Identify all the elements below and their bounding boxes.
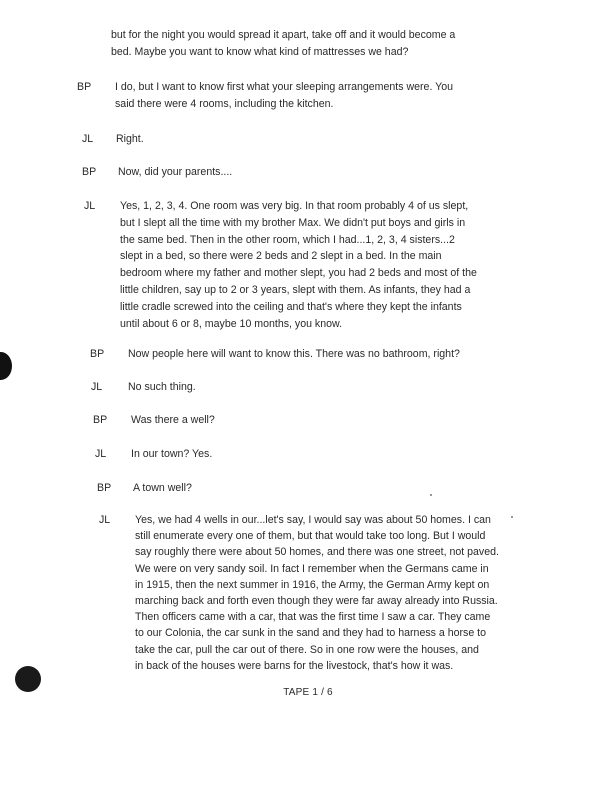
turn-paragraph (131, 446, 212, 463)
speaker-label: BP (77, 81, 92, 93)
text-line: A town well? (133, 482, 192, 494)
text-line: but I slept all the time with my brother Max. We didn't put boys and girls in (120, 216, 466, 229)
speaker-label: JL (84, 200, 96, 212)
text-line: Right. (116, 133, 144, 145)
speaker-label: JL (95, 448, 107, 460)
text-line: until about 6 or 8, maybe 10 months, you know. (120, 317, 343, 330)
speaker-label: BP (82, 166, 97, 178)
scan-speck (430, 494, 432, 496)
text-line: little cradle screwed into the ceiling and that's where they kept the infants (120, 300, 462, 313)
text-line: slept in a bed, so there were 2 beds and 2 slept in a bed. In the main (120, 250, 442, 263)
text-line: marching back and forth even though they were far away already into Russia. (135, 595, 498, 608)
text-line: the same bed. Then in the other room, which I had...1, 2, 3, 4 sisters...2 (120, 233, 455, 246)
turn-paragraph (133, 480, 192, 497)
text-line: to our Colonia, the car sunk in the sand and they had to harness a horse to (135, 627, 486, 640)
turn-paragraph (115, 79, 453, 112)
text-line: Was there a well? (131, 414, 215, 426)
turn-paragraph (131, 412, 215, 429)
text-line: take the car, pull the car out of there. So in one row were the houses, and (135, 643, 479, 656)
intro-paragraph (111, 27, 455, 60)
text-line: in 1915, then the next summer in 1916, the Army, the German Army kept on (135, 578, 490, 591)
speaker-label: JL (99, 514, 111, 526)
page-footer-label: TAPE 1 / 6 (283, 687, 333, 698)
text-line: said there were 4 rooms, including the kitchen. (115, 97, 334, 110)
text-line: I do, but I want to know first what your sleeping arrangements were. You (115, 81, 454, 93)
text-line: In our town? Yes. (131, 448, 213, 460)
speaker-label: BP (97, 482, 112, 494)
text-line: Yes, we had 4 wells in our...let's say, I would say was about 50 homes. I can (135, 514, 491, 526)
speaker-label: JL (91, 381, 103, 393)
scan-speck (511, 516, 513, 518)
turn-paragraph (116, 131, 144, 148)
turn-paragraph (128, 379, 196, 396)
speaker-label: BP (93, 414, 108, 426)
turn-paragraph (120, 198, 477, 332)
text-line: Yes, 1, 2, 3, 4. One room was very big. In that room probably 4 of us slept, (120, 200, 469, 212)
turn-paragraph (135, 512, 499, 674)
text-line: in back of the houses were barns for the livestock, that's how it was. (135, 659, 454, 672)
speaker-label: BP (90, 348, 105, 360)
text-line: say roughly there were about 50 homes, and there was one street, not paved. (135, 546, 499, 559)
text-line: We were on very sandy soil. In fact I remember when the Germans came in (135, 562, 489, 575)
text-line: but for the night you would spread it apart, take off and it would become a (111, 29, 456, 41)
punch-hole-mark (0, 352, 12, 380)
text-line: bedroom where my father and mother slept, you had 2 beds and most of the (120, 267, 477, 280)
turn-paragraph (128, 346, 460, 363)
text-line: Now, did your parents.... (118, 166, 233, 178)
text-line: still enumerate every one of them, but that would take too long. But I would (135, 530, 486, 543)
text-line: Now people here will want to know this. There was no bathroom, right? (128, 348, 460, 360)
speaker-label: JL (82, 133, 94, 145)
text-line: No such thing. (128, 381, 196, 393)
text-line: little children, say up to 2 or 3 years, slept with them. As infants, they had a (120, 283, 471, 296)
turn-paragraph (118, 164, 232, 181)
text-line: bed. Maybe you want to know what kind of mattresses we had? (111, 45, 409, 58)
text-line: Then officers came with a car, that was the first time I saw a car. They came (135, 611, 491, 624)
